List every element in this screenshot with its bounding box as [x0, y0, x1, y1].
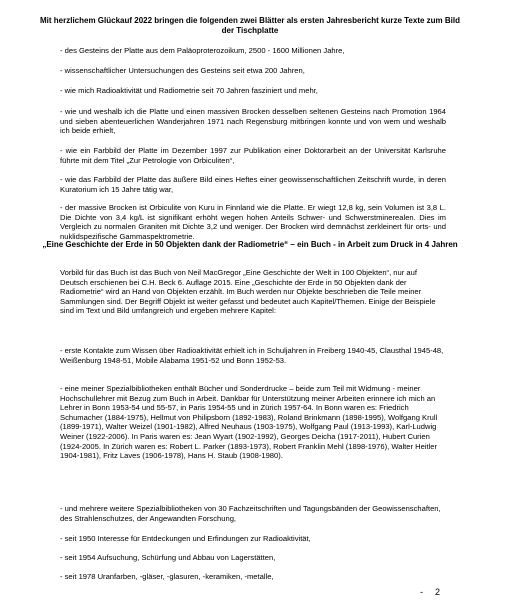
- item-teachers-library: - eine meiner Spezialbibliotheken enthält Bücher und Sonderdrucke – beide zum Teil mit Widmung - meiner Hochschullehrer mit Bezug zum Buch in Arbeit. Dankbar für Unterstützung meiner Arbeiten erinnere ich mich an Lehrer in Bonn 1953-54 und 55-57, in Paris 1954-55 und in Zürich 1957-64. In Bonn waren es: Friedrich Schumacher (1884-1975), Hellmut von Philipsborn (1892-1983), Roland Brinkmann (1898-1995), Wolfgang Krull (1899-1971), Walter Weizel (1901-1982), Alfred Neuhaus (1903-1975), Wolfgang Paul (1913-1993), Karl-Ludwig Weiner (1922-2006). In Paris waren es: Jean Wyart (1902-1992), Georges Deicha (1917-2011), Hubert Curien (1924-2005. In Zürich waren es: Robert L. Parker (1893-1973), Robert Franklin Mehl (1898-1976), Walter Heitler 1904-1981), Fritz Laves (1906-1978), Hans H. Staub (1908-1980).: [60, 384, 438, 461]
- bullet-massive-block: - der massive Brocken ist Orbiculite von Kuru in Finnland wie die Platte. Er wiegt 12,8 kg, sein Volumen ist 3,8 L. Die Dichte von 3,4 kg/L ist signifikant erhöht wegen hohen Anteils Schwer- und Schwerstminerealen. Dies im Vergleich zu normalen Graniten mit Dichte 3,2 und weniger. Der Brocken wird demnächst zerkleinert für orts- und nuklidspezifische Gammaspektrometrie.: [60, 203, 446, 241]
- bullet-radioactivity-fascination: - wie mich Radioaktivität und Radiometrie seit 70 Jahren fasziniert und mehr,: [60, 86, 318, 95]
- item-discoveries: - seit 1950 Interesse für Entdeckungen und Erfindungen zur Radioaktivität,: [60, 534, 311, 543]
- item-deposits: - seit 1954 Aufsuchung, Schürfung und Abbau von Lagerstätten,: [60, 553, 276, 562]
- page-title: Mit herzlichem Glückauf 2022 bringen die folgenden zwei Blätter als ersten Jahresbericht kurze Texte zum Bild der Tischplatte: [40, 16, 460, 35]
- page-number: - 2: [420, 587, 441, 597]
- book-intro: Vorbild für das Buch ist das Buch von Neil MacGregor „Eine Geschichte der Welt in 100 Objekten“, nur auf Deutsch erschienen bei C.H. Beck 6. Auflage 2015. Eine „Geschichte der Erde in 50 Objekten dank der Radiometrie“ wird an Hand von Objekten erzählt. Im Buch werden nur Objekte beschrieben die Teile meiner Sammlungen sind. Der Begriff Objekt ist weiter gefasst und bedeutet auch Kapitel/Themen. Einige der Beispiele sind im Text und Bild umfangreich und ergeben mehrere Kapitel:: [60, 268, 436, 316]
- item-journals: - und mehrere weitere Spezialbibliotheken von 30 Fachzeitschriften und Tagungsbänden der Geowissenschaften, des Strahlenschutzes, der Angewandten Forschung,: [60, 504, 441, 523]
- page-number-value: 2: [435, 587, 441, 597]
- bullet-journal-cover: - wie das Farbbild der Platte das äußere Bild eines Heftes einer geowissenschaftlichen Zeitschrift wurde, in deren Kuratorium ich 15 Jahre tätig war,: [60, 175, 446, 194]
- bullet-paleoproterozoic: - des Gesteins der Platte aus dem Paläoproterozoikum, 2500 - 1600 Millionen Jahre,: [60, 46, 345, 55]
- item-uranium-colors: - seit 1978 Uranfarben, -gläser, -glasuren, -keramiken, -metalle,: [60, 572, 274, 581]
- bullet-dissertation: - wie ein Farbbild der Platte im Dezember 1997 zur Publikation einer Doktorarbeit an der Universität Karlsruhe führte mit dem Titel „Zur Petrologie von Orbiculiten“,: [60, 146, 446, 165]
- item-school-years: - erste Kontakte zum Wissen über Radioaktivität erhielt ich in Schuljahren in Freiberg 1940-45, Clausthal 1945-48, Weißenburg 1948-51, Mobile Alabama 1951-52 und Bonn 1952-53.: [60, 346, 444, 365]
- section-title: „Eine Geschichte der Erde in 50 Objekten dank der Radiometrie“ – ein Buch - in Arbeit zum Druck in 4 Jahren: [42, 240, 458, 249]
- bullet-research-history: - wissenschaftlicher Untersuchungen des Gesteins seit etwa 200 Jahren,: [60, 66, 305, 75]
- bullet-plate-origin: - wie und weshalb ich die Platte und einen massiven Brocken desselben seltenen Gesteins nach Promotion 1964 und sieben abenteuerlichen Wanderjahren 1971 nach Regensburg mitbringen konnte und von wem und weshalb ich beide erhielt,: [60, 107, 446, 136]
